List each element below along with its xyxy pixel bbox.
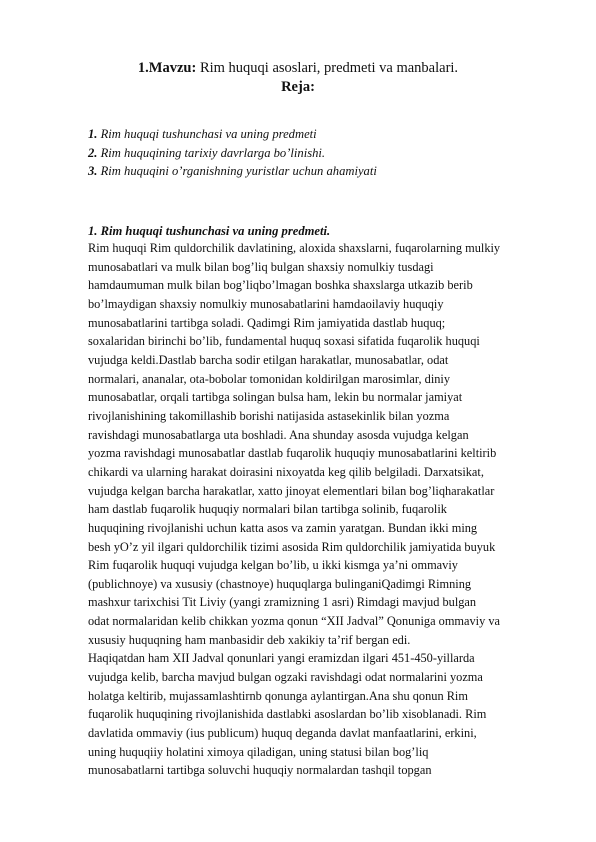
plan-item-number: 3. [88, 164, 98, 178]
body-line: odat normalaridan kelib chikkan yozma qonun “XII Jadval” Qonuniga ommaviy va [88, 614, 501, 629]
plan-item-text: Rim huquqining tarixiy davrlarga bo’linishi. [97, 145, 326, 160]
plan-label: Reja: [281, 79, 315, 95]
plan-item [88, 162, 568, 181]
body-line: munosabatlarini tartibga soladi. Qadimgi Rim jamiyatida dastlab huquq; [88, 315, 446, 330]
body-line: munosabatlar, orqali tartibga solingan bulsa ham, lekin bu normalar jamiyat [88, 390, 463, 405]
body-line: (publichnoye) va xususiy (chastnoye) huquqlarga bulinganiQadimgi Rimning [88, 576, 472, 591]
plan-list [88, 125, 568, 181]
body-line: soxalaridan birinchi bo’lib, fundamental huquq soxasi sifatida fuqarolik huquqi [88, 334, 480, 349]
plan-item-text: Rim huquqi tushunchasi va uning predmeti [97, 127, 317, 141]
body-line: vujudga keldi.Dastlab barcha sodir etilgan harakatlar, munosabatlar, odat [88, 352, 449, 367]
body-line: bo’lmaydigan shaxsiy nomulkiy munosabatlarini hamdaoilaviy huquqiy [88, 296, 444, 311]
section-body [88, 239, 568, 780]
body-line: davlatida ommaviy (ius publicum) huquq deganda davlat manfaatlarini, erkini, [88, 726, 477, 741]
document-title [0, 59, 596, 77]
plan-item-number: 2. [88, 145, 98, 160]
body-line: munosabatlari va mulk bilan bog’liq bulgan shaxsiy nomulkiy tusdagi [88, 259, 434, 274]
body-line: huquqining rivojlanishi uchun katta asos va zamin yaratgan. Bundan ikki ming [88, 520, 478, 535]
body-line: uning huquqiiy holatini ximoya qiladigan, uning statusi bilan bog’liq [88, 744, 429, 759]
body-line: rivojlanishining takomillashib borishi natijasida astasekinlik bilan yozma [88, 408, 450, 423]
plan-item [88, 125, 568, 144]
body-line: mashxur tarixchisi Tit Liviy (yangi zramizning 1 asri) Rimdagi mavjud bulgan [88, 595, 477, 610]
body-line: munosabatlarni tartibga soluvchi huquqiy normalardan tashqil topgan [88, 763, 432, 778]
body-line: normalari, ananalar, ota-bobolar tomonidan koldirilgan marosimlar, diniy [88, 371, 451, 386]
body-line: ravishdagi munosabatlarga uta boshladi. Ana shunday asosda vujudga kelgan [88, 427, 469, 442]
plan-item [88, 144, 568, 163]
body-line: yozma ravishdagi munosabatlar dastlab fuqarolik huquqiy munosabatlarini keltirib [88, 446, 497, 461]
body-line: vujudga kelib, barcha mavjud bulgan ogzaki ravishdagi odat normalarini yozma [88, 670, 483, 685]
body-line: besh yO’z yil ilgari quldorchilik tizimi asosida Rim quldorchilik jamiyatida buyuk [88, 539, 496, 554]
plan-item-text: Rim huquqini o’rganishning yuristlar uchun ahamiyati [97, 164, 377, 178]
body-line: xususiy huquqning ham manbasidir deb xakikiy ta’rif bergan edi. [88, 632, 411, 647]
body-line: chikardi va ularning harakat doirasini nixoyatda keg qilib belgiladi. Darxatsikat, [88, 464, 484, 479]
body-line: holatga keltirib, mujassamlashtirnb qonunga aylantirgan.Ana shu qonun Rim [88, 688, 468, 703]
body-line: Rim huquqi Rim quldorchilik davlatining, aloxida shaxslarni, fuqarolarning mulkiy [88, 241, 501, 255]
body-line: ham dastlab fuqarolik huquqiy normalari bilan tartibga solinib, fuqarolik [88, 502, 447, 517]
body-line: Rim fuqarolik huquqi vujudga kelgan bo’lib, u ikki kismga ya’ni ommaviy [88, 558, 458, 573]
title-prefix: 1.Mavzu: [137, 60, 197, 76]
body-line: vujudga kelgan barcha harakatlar, xatto jinoyat elementlari bilan bog’liqharakatlar [88, 483, 495, 498]
title-text: Rim huquqi asoslari, predmeti va manbalari. [196, 60, 459, 76]
plan-item-number: 1. [88, 127, 98, 141]
section-heading: 1. Rim huquqi tushunchasi va uning predmeti. [88, 224, 331, 238]
body-line: fuqarolik huquqining rivojlanishida dastlabki asoslardan bo’lib xisoblanadi. Rim [88, 707, 487, 722]
body-line: hamdaumuman mulk bilan bog’liqbo’lmagan boshka shaxslarga utkazib berib [88, 278, 473, 293]
body-line: Haqiqatdan ham XII Jadval qonunlari yangi eramizdan ilgari 451-450-yillarda [88, 651, 475, 666]
